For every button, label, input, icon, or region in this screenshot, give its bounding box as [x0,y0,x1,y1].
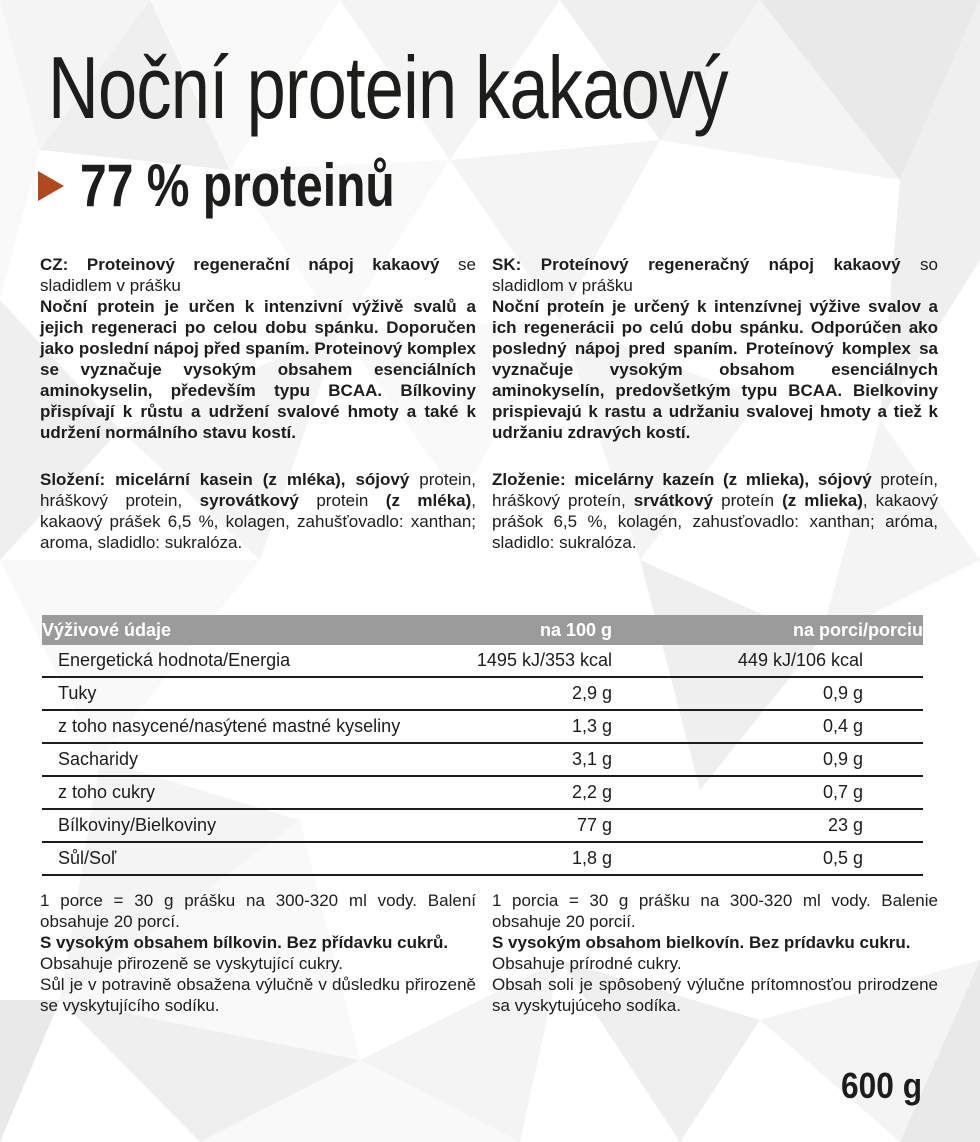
cz-ingredients-text [40,469,476,553]
nutrition-cell: 2,2 g [427,776,612,809]
serving-paragraph: 1 porce = 30 g prášku na 300-320 ml vody. Balení obsahuje 20 porcí. [40,891,476,931]
nutrition-header-label: Výživové údaje [42,615,427,645]
text-run: Složení: micelární kasein (z mléka), sójový [40,470,420,489]
nutrition-cell: 1,3 g [427,710,612,743]
product-title: Noční protein kakaový [48,38,728,137]
nutrition-cell: Sůl/Soľ [42,842,427,875]
nutrition-cell: Energetická hodnota/Energia [42,645,427,677]
net-weight: 600 g [840,1065,922,1106]
nutrition-header-per-100g: na 100 g [427,615,612,645]
nutrition-cell: 1,8 g [427,842,612,875]
nutrition-cell: 0,9 g [612,677,923,710]
nutrition-row [42,809,923,842]
sk-description-section [492,254,938,443]
text-run: protein, hráškový protein, [40,470,476,510]
text-run: SK: Proteínový regeneračný nápoj kakaový [492,255,901,274]
protein-claim [38,152,473,219]
nutrition-row [42,776,923,809]
nutrition-cell: Sacharidy [42,743,427,776]
text-run: se sladidlem v prášku [40,255,476,295]
nutrition-cell: 77 g [427,809,612,842]
serving-paragraph: Sůl je v potravině obsažena výlučně v důsledku přirozeně se vyskytujícího sodíku. [40,975,476,1015]
nutrition-cell: 0,7 g [612,776,923,809]
nutrition-cell: 1495 kJ/353 kcal [427,645,612,677]
cz-description-section [40,254,476,443]
arrow-right-icon [38,171,64,201]
nutrition-cell: 3,1 g [427,743,612,776]
nutrition-cell: z toho nasycené/nasýtené mastné kyseliny [42,710,427,743]
nutrition-cell: 0,4 g [612,710,923,743]
nutrition-cell: z toho cukry [42,776,427,809]
nutrition-cell: Bílkoviny/Bielkoviny [42,809,427,842]
nutrition-row [42,645,923,677]
nutrition-table-body [42,645,923,875]
nutrition-table-header [42,615,923,645]
serving-paragraph: Obsah soli je spôsobený výlučne prítomnosťou prirodzene sa vyskytujúceho sodíka. [492,975,938,1015]
serving-paragraph: Obsahuje prírodné cukry. [492,954,682,973]
sk-product-name-line [492,254,938,296]
text-run: syrovátkový [199,491,317,510]
sk-description-text: Noční proteín je určený k intenzívnej výžive svalov a ich regenerácii po celú dobu spánku. Odporúčen ako posledný nápoj pred spaním. Proteínový komplex sa vyznačuje vysokým obsahom esenciálnych aminokyselín, predovšetkým typu BCAA. Bielkoviny prispievajú k rastu a udržaniu svalovej hmoty a tiež k udržaniu zdravých kostí. [492,297,938,442]
serving-paragraph: 1 porcia = 30 g prášku na 300-320 ml vody. Balenie obsahuje 20 porcií. [492,891,938,931]
cz-product-name-line [40,254,476,296]
nutrition-row [42,842,923,875]
nutrition-header-per-serving: na porci/porciu [612,615,923,645]
nutrition-row [42,743,923,776]
text-run: (z mlieka) [782,491,863,510]
nutrition-cell: 0,9 g [612,743,923,776]
text-run: , kakaový prášek 6,5 %, kolagen, zahušťovadlo: xanthan; aroma, sladidlo: sukralóza. [40,491,476,552]
sk-ingredients-text [492,469,938,553]
nutrition-cell: 449 kJ/106 kcal [612,645,923,677]
text-run: so sladidlom v prášku [492,255,938,295]
serving-paragraph: S vysokým obsahom bielkovín. Bez prídavku cukru. [492,933,911,952]
text-run: (z mléka) [385,491,472,510]
nutrition-cell: 23 g [612,809,923,842]
text-run: protein [316,491,386,510]
serving-paragraph: Obsahuje přirozeně se vyskytující cukry. [40,954,343,973]
text-run: srvátkový [633,491,722,510]
nutrition-table [42,615,923,876]
text-run: CZ: Proteinový regenerační nápoj kakaový [40,255,440,274]
nutrition-cell: Tuky [42,677,427,710]
cz-description-text: Noční protein je určen k intenzivní výživě svalů a jejich regeneraci po celou dobu spánku. Doporučen jako poslední nápoj před spaním. Proteinový komplex se vyznačuje vysokým obsahem esenciálních aminokyselin, především typu BCAA. Bílkoviny přispívají k růstu a udržení svalové hmoty a také k udržení normálního stavu kostí. [40,297,476,442]
text-run: proteín, hráškový proteín, [492,470,938,510]
serving-paragraph: S vysokým obsahem bílkovin. Bez přídavku cukrů. [40,933,449,952]
nutrition-header-row [42,615,923,645]
nutrition-cell: 0,5 g [612,842,923,875]
nutrition-cell: 2,9 g [427,677,612,710]
sk-ingredients-section [492,469,938,553]
cz-serving-section [40,890,476,1016]
text-run: , kakaový prášok 6,5 %, kolagén, zahusťovadlo: xanthan; aróma, sladidlo: sukralóza. [492,491,939,552]
sk-serving-section [492,890,938,1016]
text-run: Zloženie: micelárny kazeín (z mlieka), sójový [492,470,881,489]
nutrition-row [42,710,923,743]
nutrition-row [42,677,923,710]
text-run: proteín [721,491,783,510]
protein-claim-text: 77 % proteinů [80,152,395,219]
cz-ingredients-section [40,469,476,553]
